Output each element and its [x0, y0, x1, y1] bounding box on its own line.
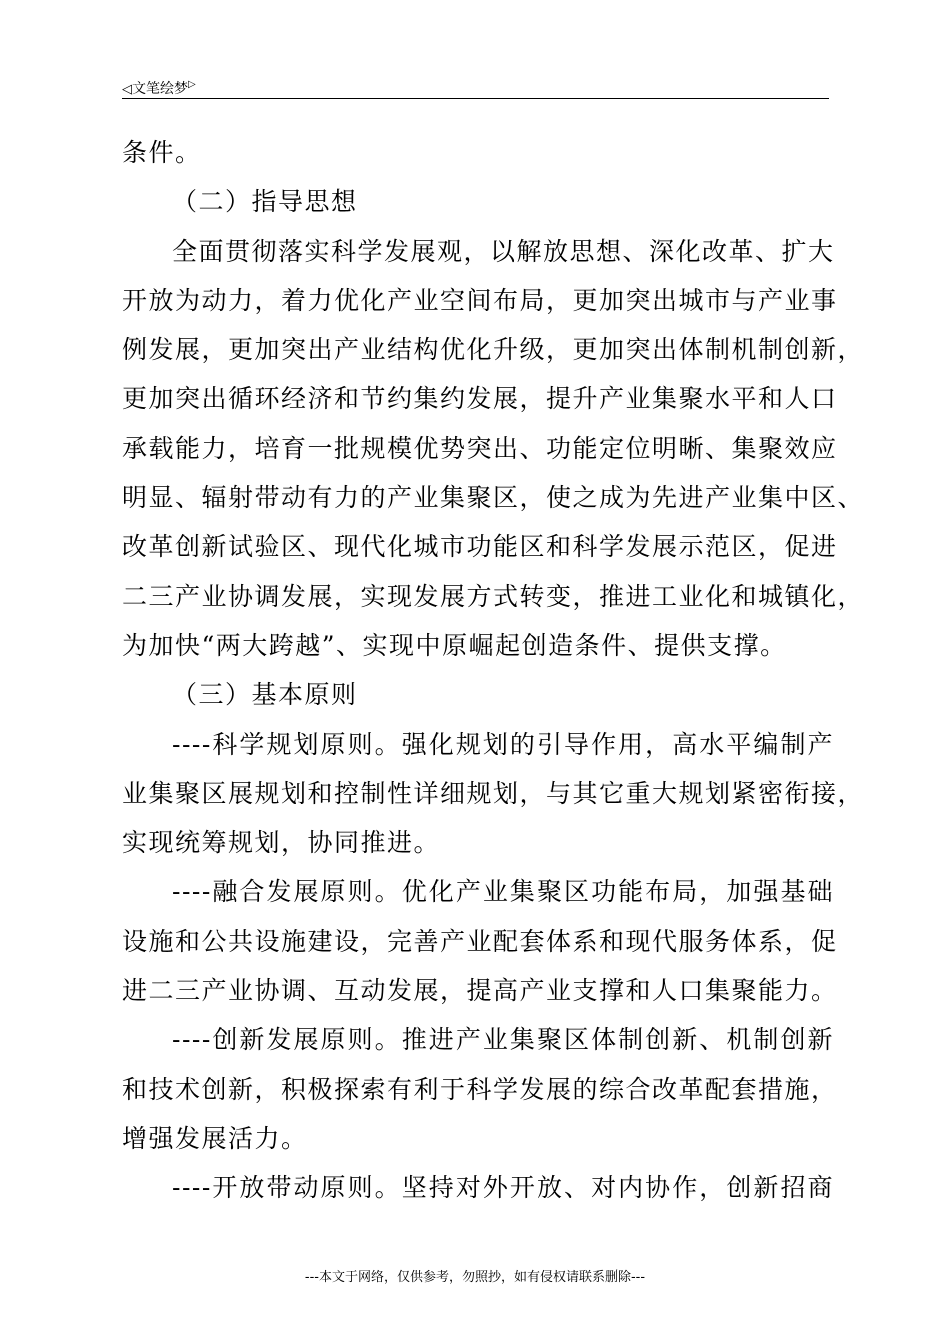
text-line: 设施和公共设施建设，完善产业配套体系和现代服务体系，促	[122, 926, 838, 956]
text-line: ----融合发展原则。优化产业集聚区功能布局，加强基础	[172, 877, 834, 907]
left-triangle-icon: ◁	[122, 82, 132, 97]
text-line: 全面贯彻落实科学发展观，以解放思想、深化改革、扩大	[172, 236, 835, 266]
header-title: 文笔绘梦	[132, 81, 188, 97]
text-line: 为加快“两大跨越”、实现中原崛起创造条件、提供支撑。	[122, 630, 787, 660]
text-line: 例发展，更加突出产业结构优化升级，更加突出体制机制创新，	[122, 335, 865, 365]
text-line: ----创新发展原则。推进产业集聚区体制创新、机制创新	[172, 1025, 834, 1055]
text-line: 进二三产业协调、互动发展，提高产业支撑和人口集聚能力。	[122, 976, 838, 1006]
text-line: 增强发展活力。	[122, 1123, 308, 1153]
page-footer: ---本文于网络，仅供参考，勿照抄，如有侵权请联系删除---	[304, 1270, 646, 1285]
text-line: 明显、辐射带动有力的产业集聚区，使之成为先进产业集中区、	[122, 483, 865, 513]
right-triangle-icon: ▷	[188, 79, 196, 90]
text-line: 条件。	[122, 138, 202, 167]
text-line: 实现统筹规划，协同推进。	[122, 828, 441, 858]
page-header	[122, 74, 829, 99]
text-line: 和技术创新，积极探索有利于科学发展的综合改革配套措施，	[122, 1074, 838, 1104]
text-line: ----开放带动原则。坚持对外开放、对内协作，创新招商	[172, 1173, 834, 1203]
text-line: 开放为动力，着力优化产业空间布局，更加突出城市与产业事	[122, 285, 838, 315]
document-body	[122, 128, 865, 1213]
text-line: ----科学规划原则。强化规划的引导作用，高水平编制产	[172, 729, 834, 759]
text-line: 承载能力，培育一批规模优势突出、功能定位明晰、集聚效应	[122, 433, 838, 463]
text-line: 二三产业协调发展，实现发展方式转变，推进工业化和城镇化，	[122, 581, 865, 611]
text-line: （三）基本原则	[172, 680, 358, 710]
text-line: 业集聚区展规划和控制性详细规划，与其它重大规划紧密衔接，	[122, 778, 865, 808]
text-line: （二）指导思想	[172, 187, 358, 217]
text-line: 更加突出循环经济和节约集约发展，提升产业集聚水平和人口	[122, 384, 838, 414]
text-line: 改革创新试验区、现代化城市功能区和科学发展示范区，促进	[122, 532, 838, 562]
